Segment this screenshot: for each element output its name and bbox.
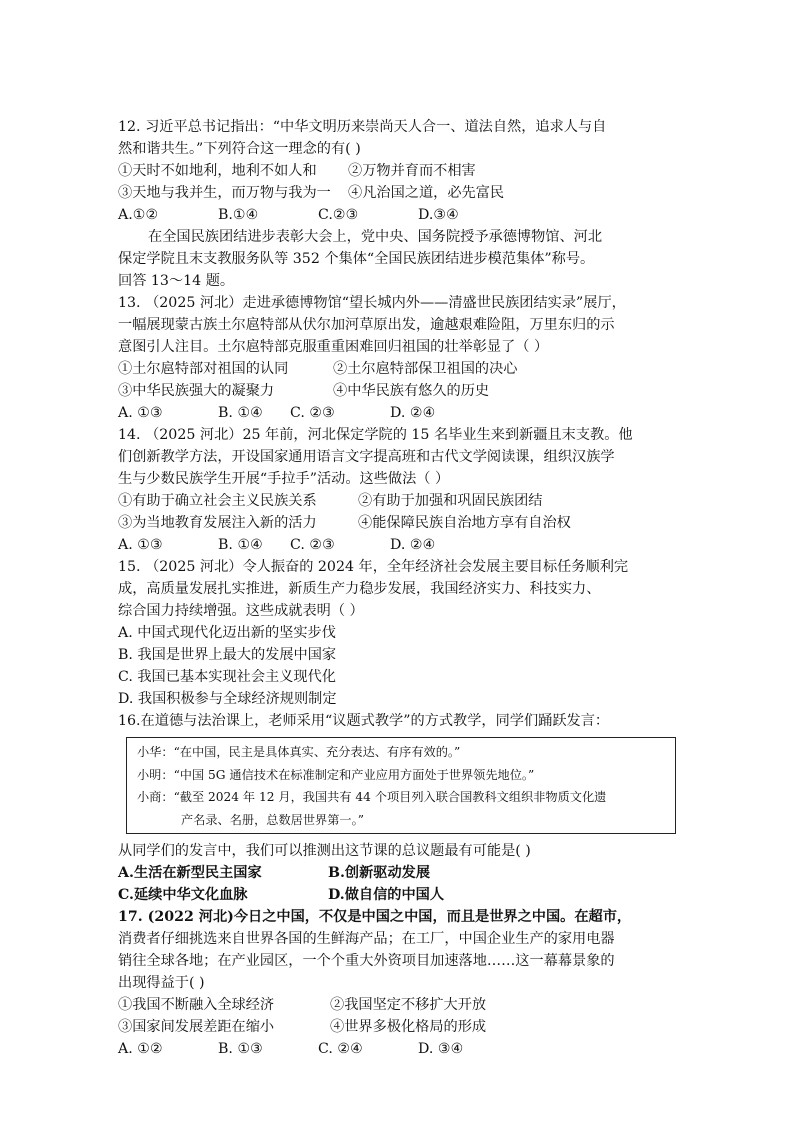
option-b: B.①④ [218,207,259,223]
item-4: ④中华民族有悠久的历史 [333,383,490,399]
option-d: D.做自信的中国人 [328,887,445,903]
question-12-stem-line: 然和谐共生。”下列符合这一理念的有( ) [118,141,361,157]
option-b: B. 我国是世界上最大的发展中国家 [118,647,337,663]
question-15-stem-line: 综合国力持续增强。这些成就表明（ ） [118,603,364,619]
question-12-stem-line: 12. 习近平总书记指出：“中华文明历来崇尚天人合一、道法自然，追求人与自 [118,119,607,135]
option-a: A. ①② [118,1041,163,1057]
question-16-options-row [118,884,678,906]
question-17-items-row [118,994,678,1016]
item-4: ④凡治国之道，必先富民 [348,185,505,201]
item-3: ③为当地教育发展注入新的活力 [118,515,317,531]
item-4: ④世界多极化格局的形成 [330,1019,487,1035]
speaker-label: 小华： [137,745,174,759]
question-13-stem-line: 13. （2025 河北）走进承德博物馆“望长城内外——清盛世民族团结实录”展厅， [118,295,626,311]
item-4: ④能保障民族自治地方享有自治权 [358,515,571,531]
question-17-stem-line: 出现得益于( ) [118,975,205,991]
question-15 [118,556,678,710]
question-16-ask: 从同学们的发言中，我们可以推测出这节课的总议题最有可能是( ) [118,843,531,859]
item-2: ②万物并育而不相害 [348,163,476,179]
item-2: ②我国坚定不移扩大开放 [330,997,487,1013]
option-d: D. ③④ [418,1041,464,1057]
option-b: B.创新驱动发展 [328,865,431,881]
question-17-options [118,1038,678,1060]
remark-xiaoming [137,764,665,787]
option-c: C. ②③ [290,537,335,553]
item-2: ②土尔扈特部保卫祖国的决心 [333,361,518,377]
option-b: B. ①④ [218,405,263,421]
question-14-stem-line: 们创新教学方法，开设国家通用语言文字提高班和古代文学阅读课，组织汉族学 [118,449,615,465]
question-17-stem-line: 销往全球各地；在产业园区，一个个重大外资项目加速落地……这一幕幕景象的 [118,953,615,969]
question-13-items-row [118,358,678,380]
option-c: C. 我国已基本实现社会主义现代化 [118,669,336,685]
question-12-items-row [118,182,678,204]
option-a: A. ①③ [118,537,163,553]
question-13-stem-line: 意图引人注目。土尔扈特部克服重重困难回归祖国的壮举彰显了（ ） [118,339,549,355]
material-13-14 [118,226,678,292]
question-13-stem-line: 一幅展现蒙古族土尔扈特部从伏尔加河草原出发，逾越艰难险阻，万里东归的示 [118,317,615,333]
remark-text: “截至 2024 年 12 月，我国共有 44 个项目列入联合国教科文组织非物质文化遗 [173,790,607,804]
speaker-label: 小商： [137,790,174,804]
option-c: C. ②③ [290,405,335,421]
option-d: D. ②④ [390,405,436,421]
item-1: ①我国不断融入全球经济 [118,997,275,1013]
question-12 [118,116,678,226]
option-a: A.生活在新型民主国家 [118,865,262,881]
option-b: B. ①③ [218,1041,263,1057]
question-14-items-row [118,512,678,534]
item-2: ②有助于加强和巩固民族团结 [358,493,543,509]
question-17-stem-line: 消费者仔细挑选来自世界各国的生鲜海产品；在工厂，中国企业生产的家用电器 [118,931,615,947]
item-1: ①土尔扈特部对祖国的认同 [118,361,289,377]
question-15-stem-line: 15. （2025 河北）令人振奋的 2024 年，全年经济社会发展主要目标任务顺利完 [118,559,629,575]
question-14-stem-line: 生与少数民族学生开展“手拉手”活动。这些做法（ ） [118,471,450,487]
question-17-stem-line [118,906,678,928]
question-17-items-row [118,1016,678,1038]
item-3: ③中华民族强大的凝聚力 [118,383,275,399]
item-3: ③天地与我并生，而万物与我为一 [118,185,331,201]
question-17 [118,906,678,1060]
question-13-options [118,402,678,424]
student-remarks-box [126,737,676,834]
option-d: D. ②④ [390,537,436,553]
material-line: 回答 13～14 题。 [118,273,235,289]
question-17-stem-text: 17. (2022 河北)今日之中国，不仅是中国之中国，而且是世界之中国。在超市， [118,909,632,925]
remark-xiaoshang [137,786,665,809]
material-line: 保定学院且末支教服务队等 352 个集体“全国民族团结进步模范集体”称号。 [118,251,595,267]
exam-page [118,116,678,1060]
question-14-options [118,534,678,556]
question-12-options [118,204,678,226]
remark-text-continued: 产名录、名册，总数居世界第一。” [181,812,364,827]
option-c: C. ②④ [318,1041,363,1057]
option-b: B. ①④ [218,537,263,553]
remark-xiaohua [137,741,665,764]
question-12-items-row [118,160,678,182]
question-14 [118,424,678,556]
question-16-options-row [118,862,678,884]
item-1: ①天时不如地利，地利不如人和 [118,163,317,179]
speaker-label: 小明： [137,767,174,782]
option-c: C.延续中华文化血脉 [118,887,248,903]
item-1: ①有助于确立社会主义民族关系 [118,493,317,509]
option-a: A.①② [118,207,159,223]
option-d: D.③④ [418,207,459,223]
remark-text: “中国 5G 通信技术在标准制定和产业应用方面处于世界领先地位。” [173,767,535,782]
question-13-items-row [118,380,678,402]
option-c: C.②③ [318,207,359,223]
question-14-items-row [118,490,678,512]
option-a: A. ①③ [118,405,163,421]
option-d: D. 我国积极参与全球经济规则制定 [118,691,337,707]
question-15-stem-line: 成，高质量发展扎实推进，新质生产力稳步发展，我国经济实力、科技实力、 [118,581,601,597]
question-14-stem-line: 14. （2025 河北）25 年前，河北保定学院的 15 名毕业生来到新疆且末支教。他 [118,427,633,443]
material-line: 在全国民族团结进步表彰大会上，党中央、国务院授予承德博物馆、河北 [148,229,603,245]
question-16 [118,710,678,906]
option-a: A. 中国式现代化迈出新的坚实步伐 [118,625,336,641]
question-16-stem: 16.在道德与法治课上，老师采用“议题式教学”的方式教学，同学们踊跃发言： [118,713,610,729]
question-13 [118,292,678,424]
remark-text: “在中国，民主是具体真实、充分表达、有序有效的。” [173,745,461,759]
item-3: ③国家间发展差距在缩小 [118,1019,275,1035]
